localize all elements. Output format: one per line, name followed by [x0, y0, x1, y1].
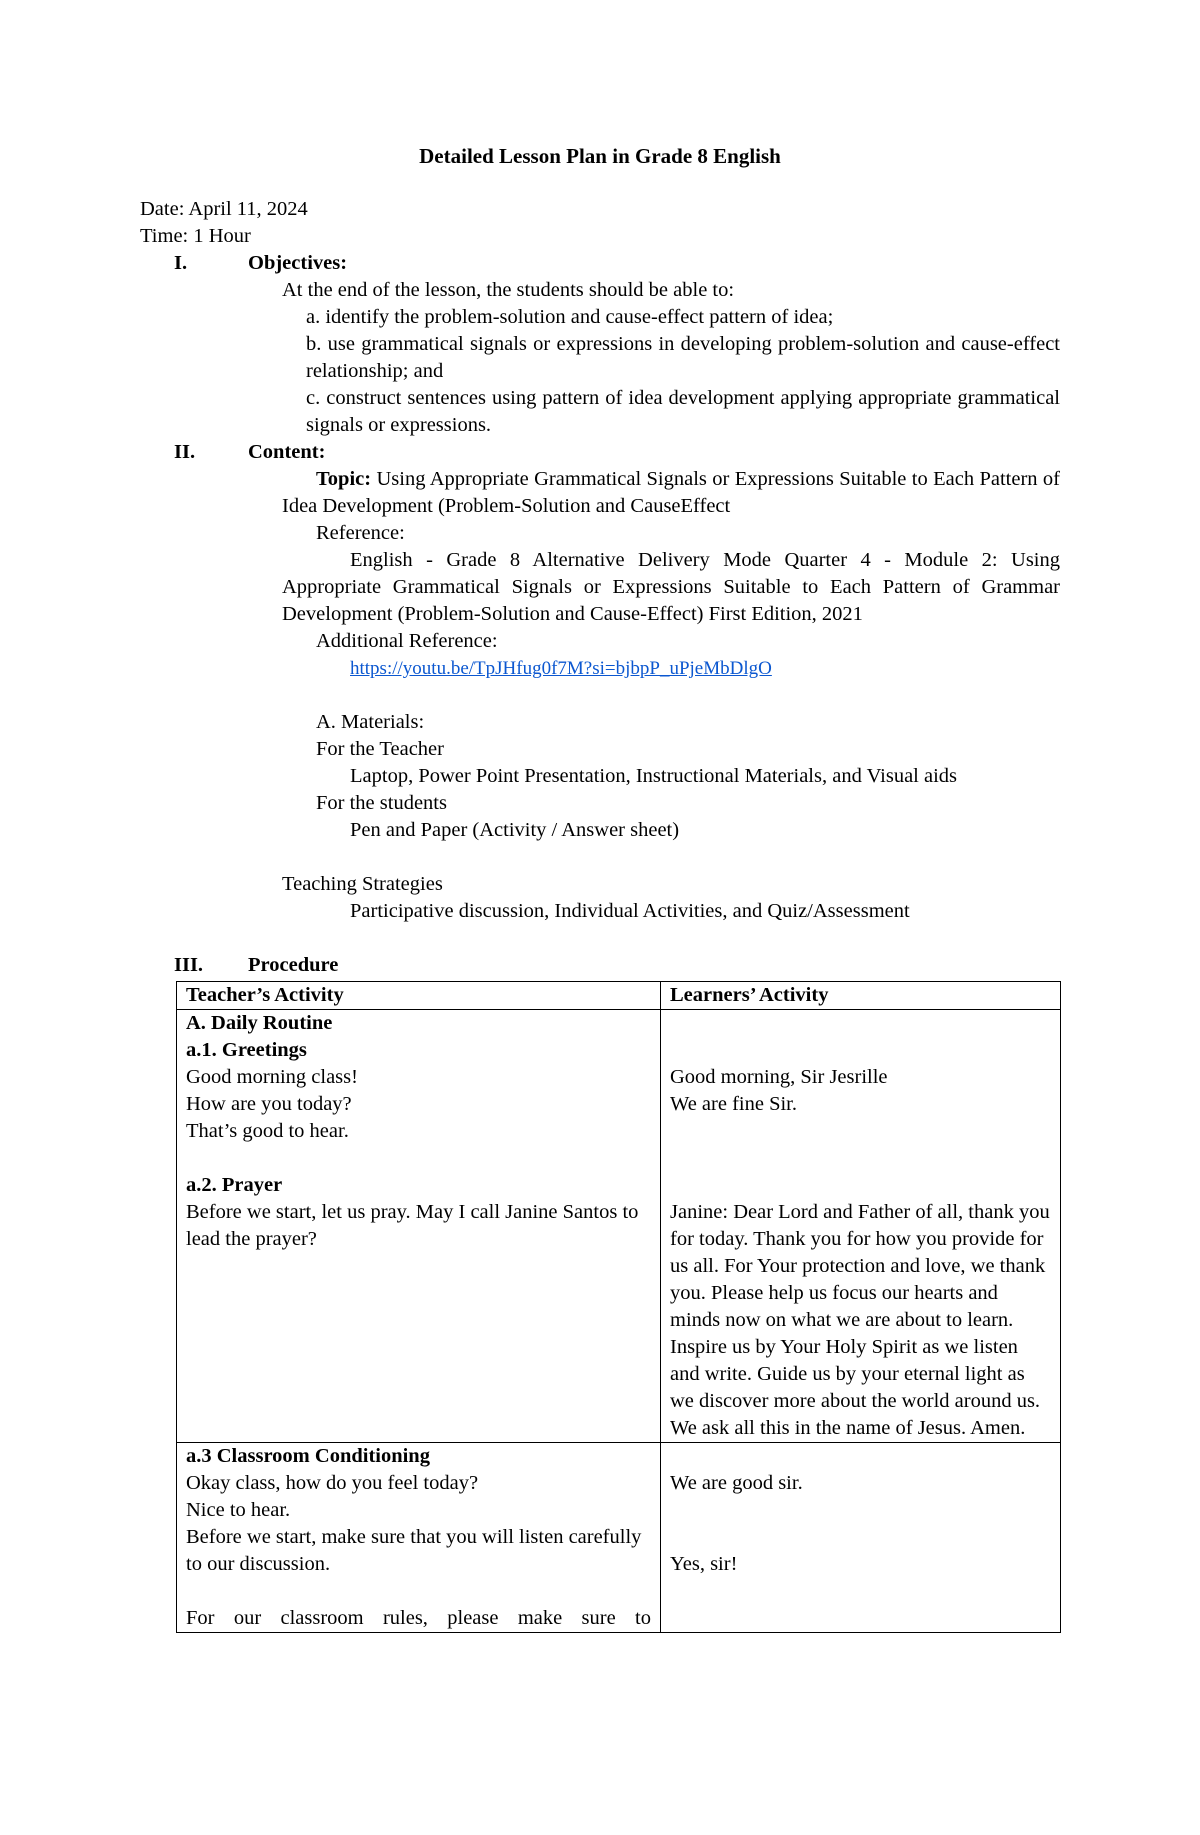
objective-b: b. use grammatical signals or expressions in developing problem-solution and cause-effect relationship; and — [306, 333, 1060, 382]
spacer — [186, 1578, 651, 1605]
content-heading: Content: — [248, 441, 326, 463]
content-topic — [282, 466, 1060, 520]
teacher-cell-conditioning — [177, 1443, 661, 1633]
teacher-conditioning-2: Nice to hear. — [186, 1499, 291, 1521]
procedure-heading: Procedure — [248, 954, 339, 976]
spacer — [670, 1145, 1051, 1172]
teacher-conditioning-1: Okay class, how do you feel today? — [186, 1472, 479, 1494]
teacher-prayer: Before we start, let us pray. May I call Janine Santos to lead the prayer? — [186, 1201, 639, 1250]
spacer — [186, 1145, 651, 1172]
for-teacher-label: For the Teacher — [316, 738, 444, 760]
strategies-text: Participative discussion, Individual Activities, and Quiz/Assessment — [350, 900, 910, 922]
teacher-conditioning-3: Before we start, make sure that you will listen carefully to our discussion. — [186, 1526, 642, 1575]
date-line: Date: April 11, 2024 — [140, 198, 308, 220]
spacer — [670, 1497, 1051, 1524]
teacher-cell-routine — [177, 1010, 661, 1443]
prayer-heading: a.2. Prayer — [186, 1174, 283, 1196]
table-row — [177, 1443, 1061, 1633]
spacer — [670, 1010, 1051, 1037]
student-materials: Pen and Paper (Activity / Answer sheet) — [350, 819, 680, 841]
learner-greeting-1: Good morning, Sir Jesrille — [670, 1066, 888, 1088]
learner-greeting-2: We are fine Sir. — [670, 1093, 797, 1115]
page-title: Detailed Lesson Plan in Grade 8 English — [419, 144, 781, 168]
strategies-label: Teaching Strategies — [282, 873, 443, 895]
objectives-intro: At the end of the lesson, the students should be able to: — [282, 279, 735, 301]
materials-label: A. Materials: — [316, 711, 425, 733]
objective-a: a. identify the problem-solution and cause-effect pattern of idea; — [306, 306, 834, 328]
additional-reference-label: Additional Reference: — [316, 630, 498, 652]
table-header-row — [177, 982, 1061, 1010]
topic-text: Using Appropriate Grammatical Signals or Expressions Suitable to Each Pattern of Idea Development (Problem-Solution and CauseEffect — [282, 468, 1060, 517]
objective-c: c. construct sentences using pattern of idea development applying appropriate grammatical signals or expressions. — [306, 387, 1060, 436]
learner-cell-conditioning — [661, 1443, 1061, 1633]
teacher-conditioning-4: For our classroom rules, please make sure to — [186, 1607, 651, 1629]
time-line: Time: 1 Hour — [140, 225, 251, 247]
objectives-numeral: I. — [174, 252, 188, 274]
reference-link[interactable]: https://youtu.be/TpJHfug0f7M?si=bjbpP_uPjeMbDlgO — [350, 658, 772, 679]
spacer — [670, 1172, 1051, 1199]
learner-cell-routine — [661, 1010, 1061, 1443]
objectives-heading: Objectives: — [248, 252, 348, 274]
teacher-greeting-1: Good morning class! — [186, 1066, 358, 1088]
content-numeral: II. — [174, 441, 196, 463]
table-row — [177, 1010, 1061, 1443]
learner-prayer: Janine: Dear Lord and Father of all, thank you for today. Thank you for how you provide for us all. For Your protection and love, we thank you. Please help us focus our hearts and minds now on what we are about to learn. Inspire us by Your Holy Spirit as we listen and write. Guide us by your eternal light as we discover more about the world around us. We ask all this in the name of Jesus. Amen. — [670, 1201, 1050, 1439]
procedure-numeral: III. — [174, 954, 204, 976]
procedure-table — [176, 981, 1061, 1633]
topic-label: Topic: — [316, 468, 372, 490]
daily-routine-heading: A. Daily Routine — [186, 1012, 333, 1034]
teacher-greeting-2: How are you today? — [186, 1093, 352, 1115]
reference-text: English - Grade 8 Alternative Delivery Mode Quarter 4 - Module 2: Using Appropriate Grammatical Signals or Expressions Suitable to Each Pattern of Grammar Development (Problem-Solution and Cause-Effect) First Edition, 2021 — [282, 549, 1060, 625]
learner-activity-header: Learners’ Activity — [661, 982, 1061, 1010]
reference-label: Reference: — [316, 522, 405, 544]
teacher-greeting-3: That’s good to hear. — [186, 1120, 349, 1142]
greetings-heading: a.1. Greetings — [186, 1039, 307, 1061]
teacher-activity-header: Teacher’s Activity — [177, 982, 661, 1010]
spacer — [670, 1524, 1051, 1551]
learner-conditioning-1: We are good sir. — [670, 1472, 803, 1494]
teacher-materials: Laptop, Power Point Presentation, Instructional Materials, and Visual aids — [350, 765, 958, 787]
for-students-label: For the students — [316, 792, 447, 814]
learner-conditioning-2: Yes, sir! — [670, 1553, 738, 1575]
spacer — [670, 1118, 1051, 1145]
spacer — [670, 1037, 1051, 1064]
spacer — [670, 1443, 1051, 1470]
conditioning-heading: a.3 Classroom Conditioning — [186, 1445, 430, 1467]
